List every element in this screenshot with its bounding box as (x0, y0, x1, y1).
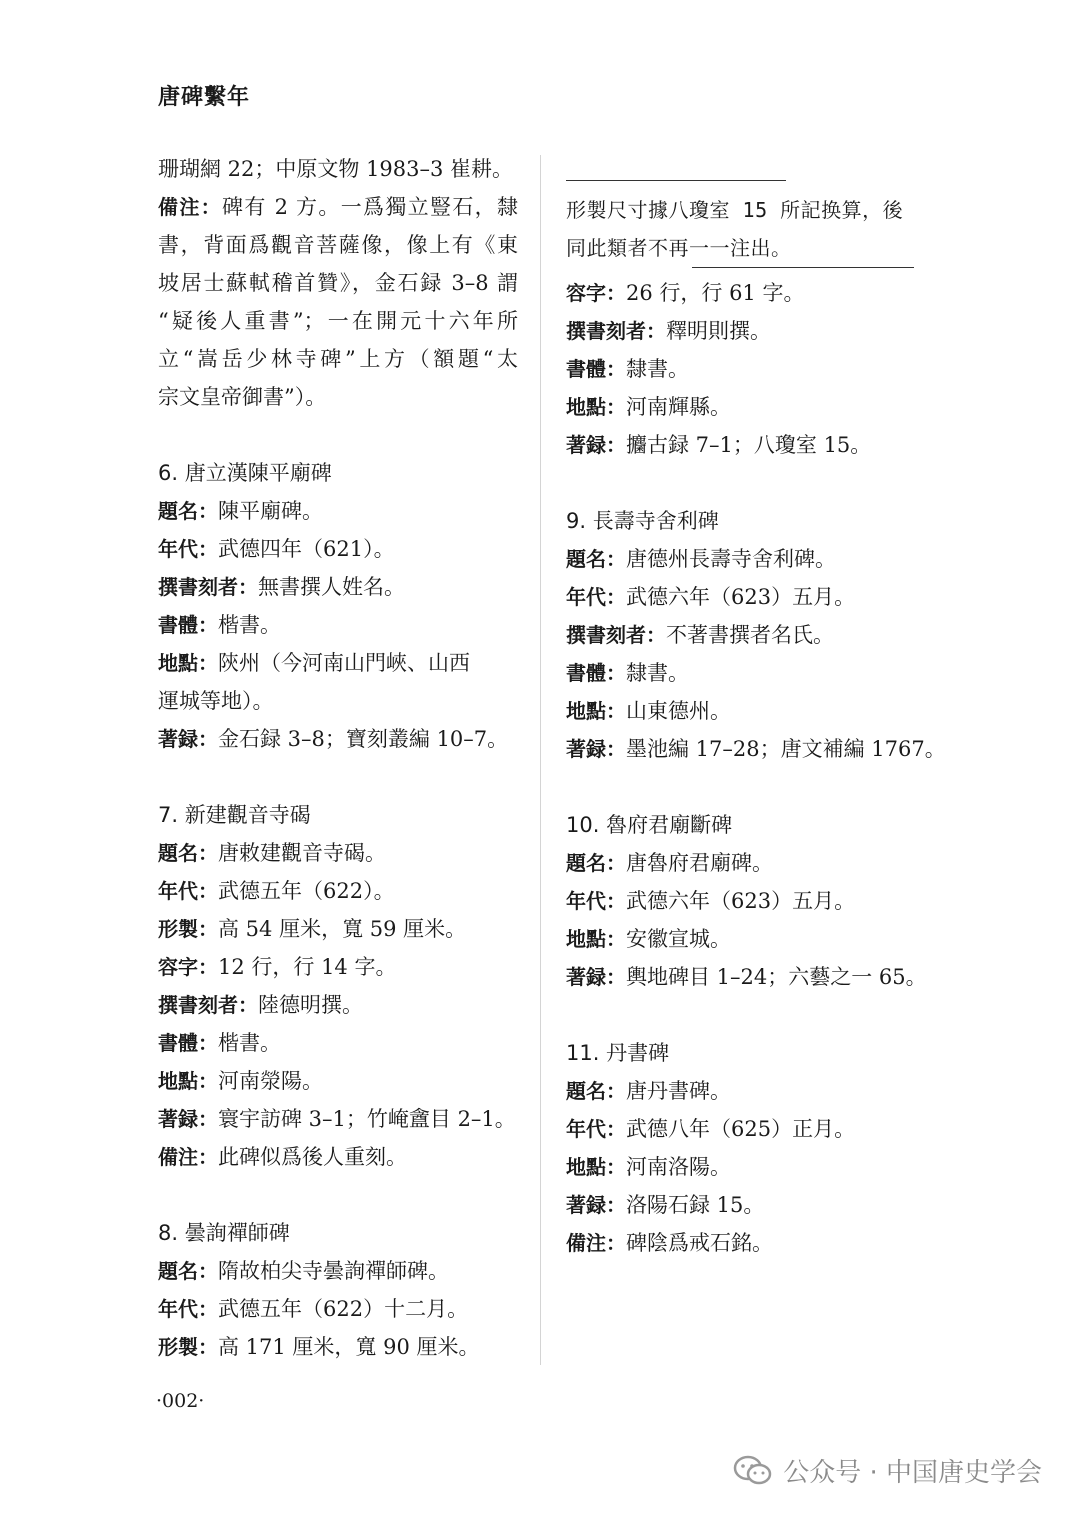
entry-row (158, 1290, 518, 1328)
entry-row (158, 530, 518, 568)
field-label: 題名： (158, 841, 218, 865)
field-value: 運城等地）。 (158, 689, 274, 713)
field-value: 唐敕建觀音寺碣。 (218, 841, 386, 865)
entry-row (566, 426, 926, 464)
field-value: 洛陽石録 15。 (626, 1193, 765, 1217)
field-label: 題名： (566, 851, 626, 875)
continuation-first-line: 珊瑚網 22；中原文物 1983–3 崔耕。 (158, 157, 514, 181)
field-label: 題名： (566, 1079, 626, 1103)
footnote-line: 形製尺寸據八瓊室 15 所記换算，後 (566, 198, 904, 222)
field-value: 不著書撰者名氏。 (666, 623, 834, 647)
entry-row (566, 882, 926, 920)
entry-row (158, 834, 518, 872)
field-label: 年代： (566, 1117, 626, 1141)
field-label: 題名： (158, 499, 218, 523)
field-value: 武德六年（623）五月。 (626, 889, 856, 913)
field-label: 年代： (158, 879, 218, 903)
entry-10-rows (566, 844, 926, 996)
field-value: 無書撰人姓名。 (258, 575, 405, 599)
entry-row (158, 1138, 518, 1176)
field-label: 年代： (158, 1297, 218, 1321)
entry-9-rows (566, 540, 946, 768)
field-value: 山東德州。 (626, 699, 731, 723)
field-label: 撰書刻者： (566, 623, 666, 647)
entry-row (566, 274, 926, 312)
field-label: 形製： (158, 1335, 218, 1359)
field-value: 武德八年（625）正月。 (626, 1117, 856, 1141)
remark-text: 碑有 2 方。一爲獨立豎石，隸 (222, 195, 519, 219)
field-value: 釋明則撰。 (666, 319, 771, 343)
watermark-text: 公众号 · 中国唐史学会 (783, 1458, 1042, 1488)
field-value: 隸書。 (626, 357, 689, 381)
field-value: 12 行，行 14 字。 (218, 955, 397, 979)
footnote-rule-bottom (692, 267, 914, 268)
remark-line: 坡居士蘇軾稽首贊》，金石録 3–8 謂 (158, 271, 518, 295)
field-value: 安徽宣城。 (626, 927, 731, 951)
field-value: 武德四年（621）。 (218, 537, 395, 561)
entry-row (158, 1024, 518, 1062)
field-value: 河南洛陽。 (626, 1155, 731, 1179)
entry-row (566, 844, 926, 882)
entry-heading: 10. 魯府君廟斷碑 (566, 813, 733, 837)
field-label: 書體： (566, 357, 626, 381)
field-label: 著録： (158, 727, 218, 751)
field-value: 此碑似爲後人重刻。 (218, 1145, 407, 1169)
entry-6-rows (158, 492, 518, 758)
field-value: 高 54 厘米，寬 59 厘米。 (218, 917, 467, 941)
field-value: 唐丹書碑。 (626, 1079, 731, 1103)
watermark (733, 1452, 1042, 1489)
field-value: 26 行，行 61 字。 (626, 281, 805, 305)
field-label: 題名： (566, 547, 626, 571)
field-label: 年代： (158, 537, 218, 561)
entry-row (566, 654, 926, 692)
entry-row (158, 872, 518, 910)
entry-row (566, 692, 926, 730)
entry-row (566, 730, 946, 768)
field-label: 形製： (158, 917, 218, 941)
field-value: 河南滎陽。 (218, 1069, 323, 1093)
entry-row (158, 1252, 518, 1290)
entry-heading: 9. 長壽寺舍利碑 (566, 509, 719, 533)
field-label: 地點： (566, 927, 626, 951)
field-label: 地點： (566, 1155, 626, 1179)
entry-heading: 11. 丹書碑 (566, 1041, 670, 1065)
field-label: 地點： (566, 395, 626, 419)
column-divider (540, 155, 541, 1365)
field-value: 輿地碑目 1–24；六藝之一 65。 (626, 965, 927, 989)
field-label: 著録： (566, 965, 626, 989)
field-label: 著録： (158, 1107, 218, 1131)
field-label: 容字： (566, 281, 626, 305)
left-column (158, 150, 518, 1366)
entry-8-rows (158, 1252, 518, 1366)
field-label: 備注： (158, 1145, 218, 1169)
page-number: ·002· (156, 1390, 205, 1412)
entry-row (566, 920, 926, 958)
entry-row (158, 492, 518, 530)
entry-row (158, 910, 518, 948)
field-value: 寰宇訪碑 3–1；竹崦盦目 2–1。 (218, 1107, 516, 1131)
entry-row (566, 1186, 926, 1224)
field-value: 金石録 3–8；寶刻叢編 10–7。 (218, 727, 509, 751)
field-label: 題名： (158, 1259, 218, 1283)
running-head: 唐碑繫年 (158, 84, 251, 110)
footnote-rule-top (566, 180, 786, 181)
field-label: 著録： (566, 737, 626, 761)
entry-row (566, 540, 926, 578)
field-value: 隸書。 (626, 661, 689, 685)
entry-row (566, 1110, 926, 1148)
field-label: 備注： (566, 1231, 626, 1255)
entry-row (566, 388, 926, 426)
remark-label: 備注： (158, 195, 222, 219)
wechat-logo-icon (733, 1454, 773, 1488)
field-value: 楷書。 (218, 1031, 281, 1055)
entry-row (566, 1224, 926, 1262)
entry-row (158, 1100, 518, 1138)
remark-line: 宗文皇帝御書”）。 (158, 385, 327, 409)
entry-11-rows (566, 1072, 926, 1262)
field-value: 墨池編 17–28；唐文補編 1767。 (626, 737, 946, 761)
field-label: 容字： (158, 955, 218, 979)
entry-8-continued-rows (566, 274, 926, 464)
field-label: 書體： (158, 1031, 218, 1055)
field-label: 撰書刻者： (566, 319, 666, 343)
field-value: 陳平廟碑。 (218, 499, 323, 523)
field-value: 楷書。 (218, 613, 281, 637)
field-label: 撰書刻者： (158, 575, 258, 599)
field-value: 武德五年（622）十二月。 (218, 1297, 469, 1321)
entry-row (566, 1072, 926, 1110)
remark-line: 立“嵩岳少林寺碑”上方（額題“太 (158, 347, 518, 371)
field-label: 年代： (566, 585, 626, 609)
entry-row (566, 958, 926, 996)
field-value: 陸德明撰。 (258, 993, 363, 1017)
entry-heading: 6. 唐立漢陳平廟碑 (158, 461, 332, 485)
field-label: 地點： (158, 651, 218, 675)
field-value: 攟古録 7–1；八瓊室 15。 (626, 433, 872, 457)
entry-row (158, 986, 518, 1024)
entry-heading: 7. 新建觀音寺碣 (158, 803, 311, 827)
field-value: 武德五年（622）。 (218, 879, 395, 903)
entry-row (566, 578, 926, 616)
entry-row (158, 682, 518, 720)
right-column (566, 150, 946, 1262)
entry-row (566, 312, 926, 350)
field-value: 高 171 厘米，寬 90 厘米。 (218, 1335, 480, 1359)
entry-row (158, 948, 518, 986)
entry-row (158, 1062, 518, 1100)
entry-row (158, 568, 518, 606)
field-value: 碑陰爲戒石銘。 (626, 1231, 773, 1255)
field-label: 著録： (566, 433, 626, 457)
field-value: 陝州（今河南山門峽、山西 (218, 651, 470, 675)
field-label: 地點： (158, 1069, 218, 1093)
field-label: 地點： (566, 699, 626, 723)
field-value: 隋故柏尖寺曇詢禪師碑。 (218, 1259, 449, 1283)
entry-7-rows (158, 834, 518, 1176)
entry-heading: 8. 曇詢禪師碑 (158, 1221, 290, 1245)
field-label: 撰書刻者： (158, 993, 258, 1017)
entry-row (158, 1328, 518, 1366)
remark-line: “疑後人重書”；一在開元十六年所 (158, 309, 518, 333)
field-label: 書體： (158, 613, 218, 637)
field-value: 武德六年（623）五月。 (626, 585, 856, 609)
remark-line: 書，背面爲觀音菩薩像，像上有《東 (158, 233, 518, 257)
entry-row (158, 606, 518, 644)
entry-row (566, 616, 926, 654)
field-value: 唐魯府君廟碑。 (626, 851, 773, 875)
field-label: 著録： (566, 1193, 626, 1217)
entry-row (158, 720, 518, 758)
footnote-line: 同此類者不再一一注出。 (566, 236, 792, 260)
entry-row (158, 644, 518, 682)
remark-line (158, 188, 518, 226)
entry-row (566, 350, 926, 388)
field-value: 唐德州長壽寺舍利碑。 (626, 547, 836, 571)
entry-row (566, 1148, 926, 1186)
field-label: 書體： (566, 661, 626, 685)
field-label: 年代： (566, 889, 626, 913)
field-value: 河南輝縣。 (626, 395, 731, 419)
